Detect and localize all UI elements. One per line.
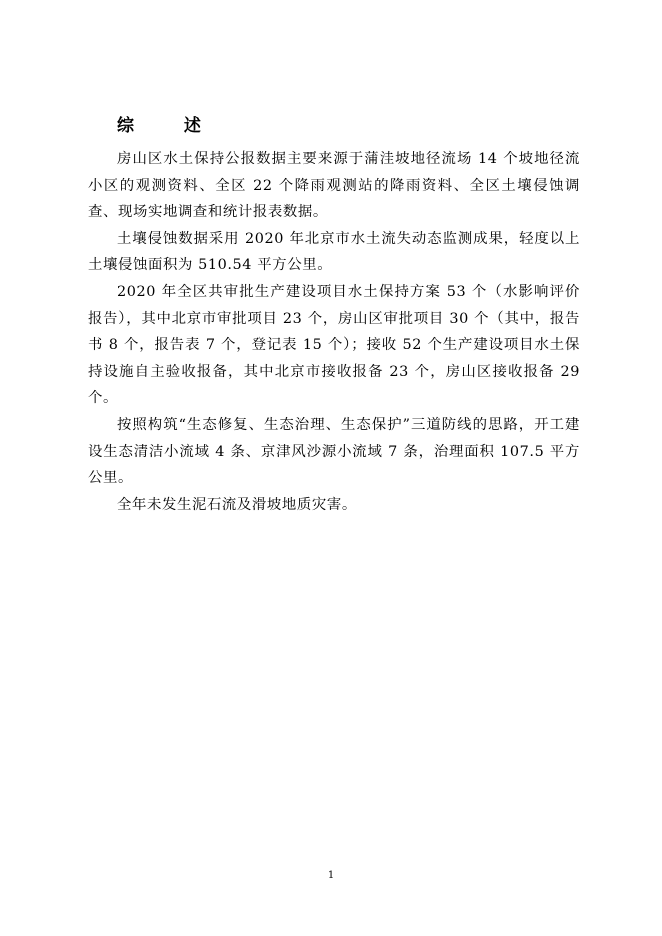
body-text: [88, 146, 580, 518]
paragraph-soil-erosion: 土壤侵蚀数据采用 2020 年北京市水土流失动态监测成果，轻度以上土壤侵蚀面积为 510.54 平方公里。: [88, 230, 580, 274]
section-heading: 综 述: [117, 116, 223, 136]
paragraph-project-approvals: 2020 年全区共审批生产建设项目水土保持方案 53 个（水影响评价报告），其中北京市审批项目 23 个，房山区审批项目 30 个（其中，报告书 8 个，报告表 7 个，登记表 15 个）；接收 52 个生产建设项目水土保持设施自主验收报备，其中北京市接收报备 23 个，房山区接收报备 29 个。: [88, 283, 580, 407]
page-number: 1: [327, 870, 335, 881]
paragraph-disasters: 全年未发生泥石流及滑坡地质灾害。: [117, 496, 357, 513]
paragraph-data-sources: 房山区水土保持公报数据主要来源于蒲洼坡地径流场 14 个坡地径流小区的观测资料、全区 22 个降雨观测站的降雨资料、全区土壤侵蚀调查、现场实地调查和统计报表数据。: [88, 151, 580, 221]
paragraph-watershed-construction: 按照构筑“生态修复、生态治理、生态保护”三道防线的思路，开工建设生态清洁小流域 4 条、京津风沙源小流域 7 条，治理面积 107.5 平方公里。: [88, 416, 580, 487]
